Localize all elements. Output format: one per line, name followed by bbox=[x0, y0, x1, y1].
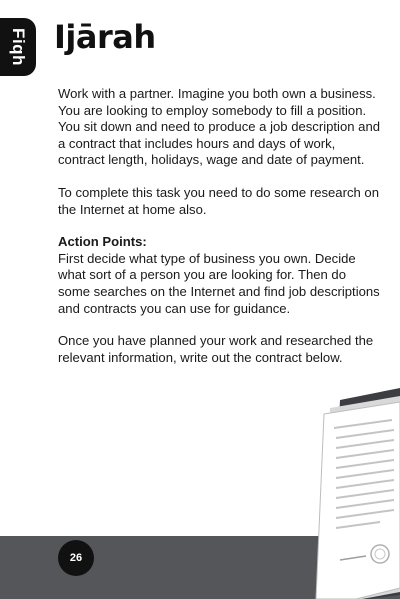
page-number-badge bbox=[58, 540, 94, 576]
page-number: 26 bbox=[69, 552, 83, 564]
page-title: Ijārah bbox=[54, 18, 156, 56]
closing-paragraph: Once you have planned your work and researched the relevant information, write out the contract below. bbox=[58, 333, 374, 365]
body-text bbox=[58, 86, 380, 382]
research-paragraph: To complete this task you need to do some research on the Internet at home also. bbox=[58, 184, 379, 217]
action-points-heading: Action Points: bbox=[58, 234, 147, 250]
section-tab-label: Fiqh bbox=[9, 28, 29, 66]
action-points-text: First decide what type of business you own. Decide what sort of a person you are looking for. Then do some searches on the Internet and find job descriptions and contracts you can use for guidance. bbox=[58, 250, 380, 316]
contract-document-icon bbox=[300, 380, 400, 599]
intro-paragraph: Work with a partner. Imagine you both own a business. You are looking to employ somebody to fill a position. You sit down and need to produce a job description and a contract that includes hours and days of work, contract length, holidays, wage and date of payment. bbox=[58, 86, 381, 168]
action-points bbox=[58, 234, 380, 317]
section-tab-fiqh bbox=[0, 18, 36, 76]
